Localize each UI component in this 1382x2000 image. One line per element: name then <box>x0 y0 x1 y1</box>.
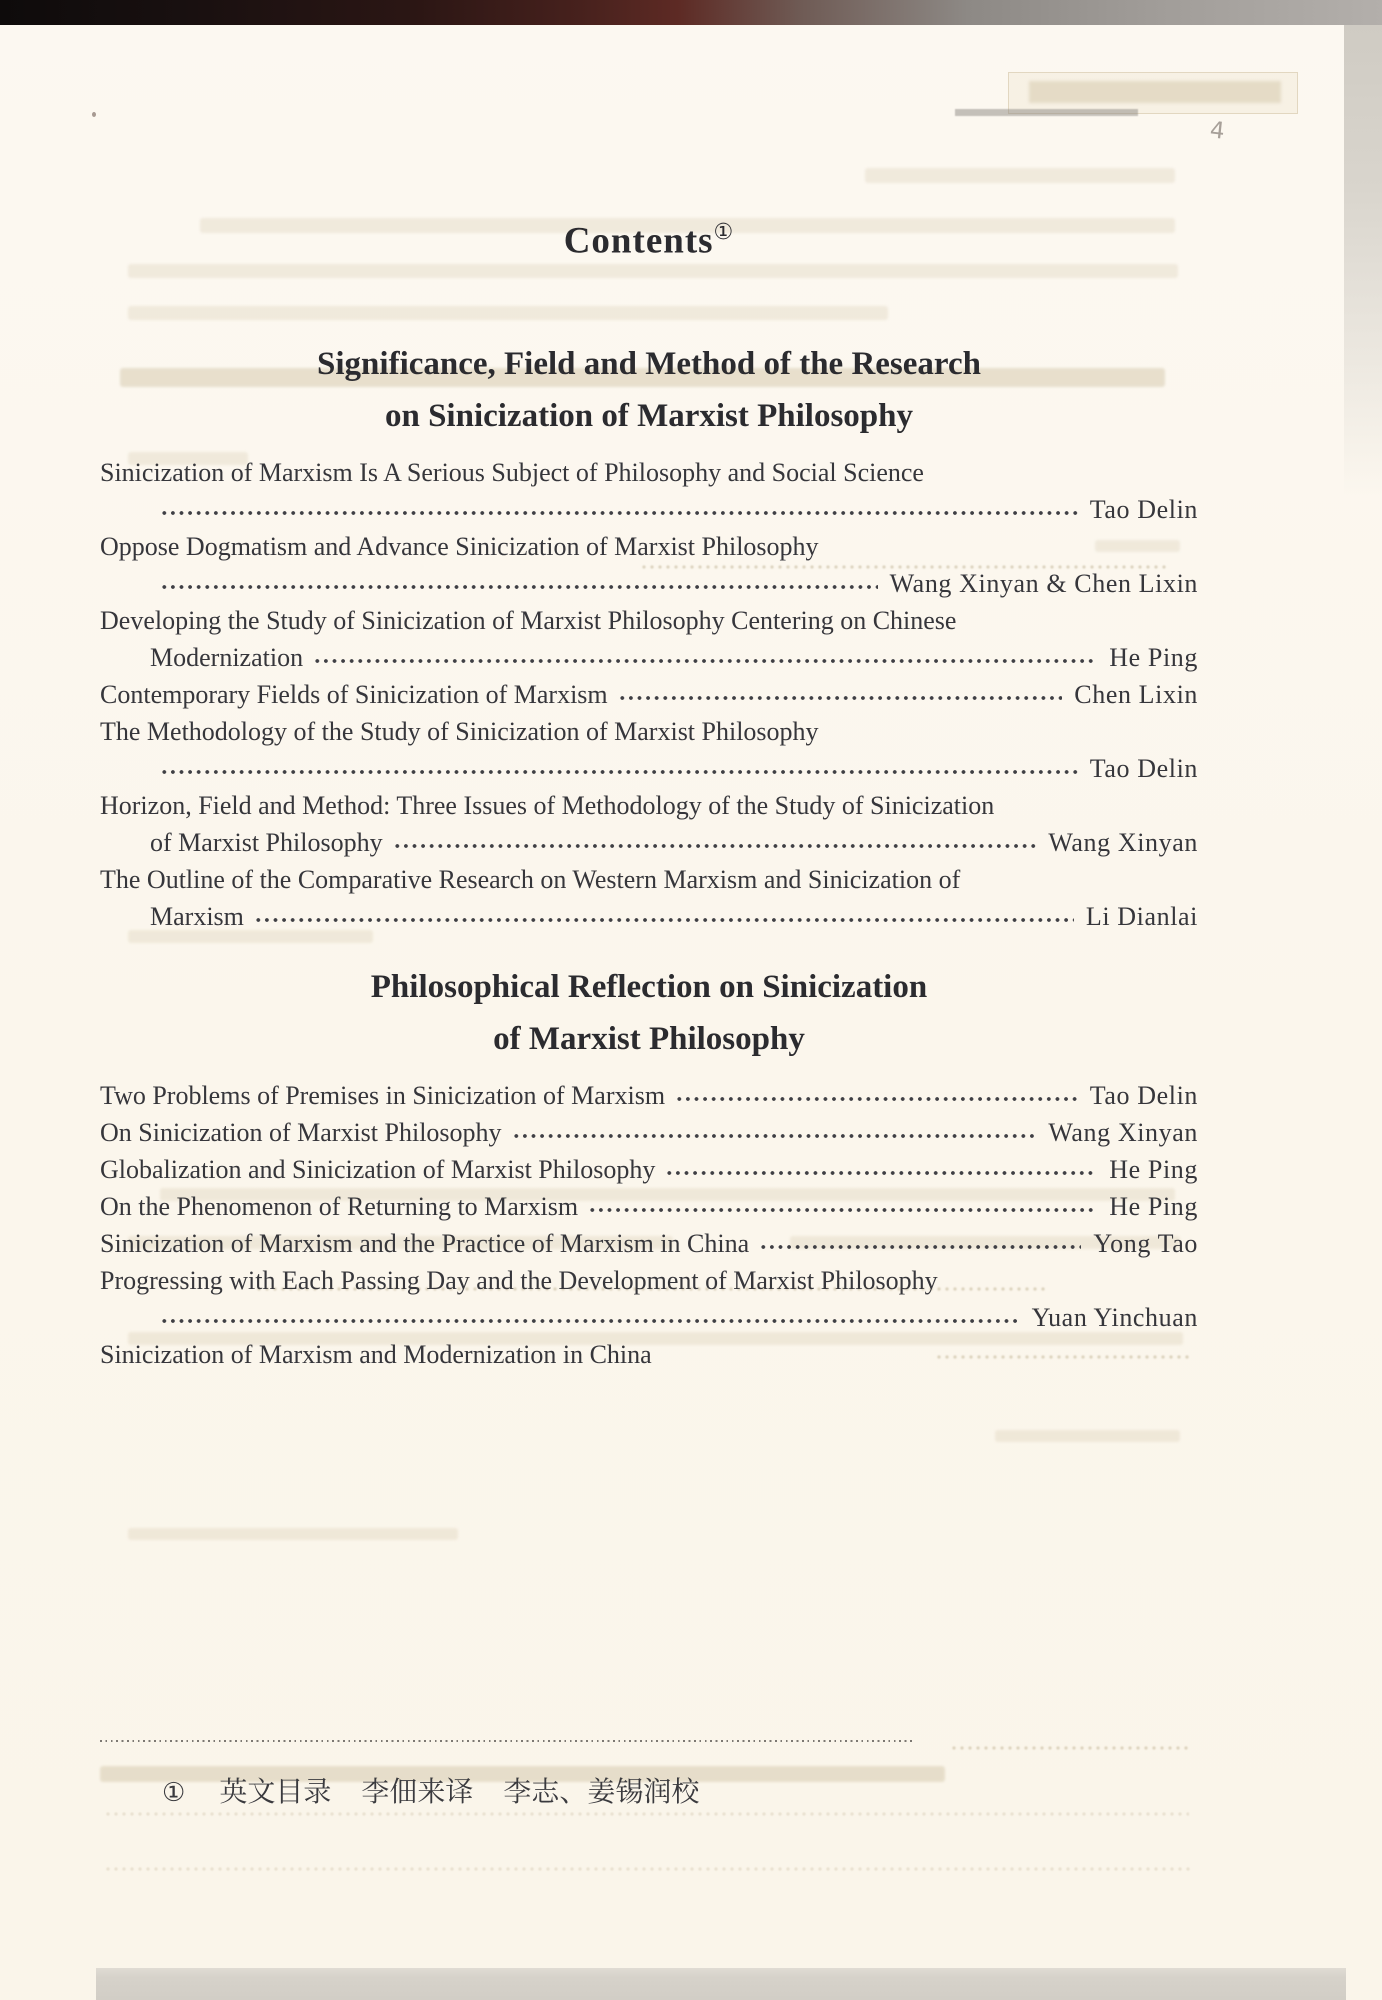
scan-edge-right <box>1344 25 1382 495</box>
footnote-text: 李佃来译 <box>361 1777 474 1808</box>
dot-leader <box>160 766 1078 778</box>
page-title <box>100 210 1198 264</box>
toc-entry-title: Sinicization of Marxism and Modernization in China <box>100 1340 652 1370</box>
bleed-through-header-box <box>1008 72 1298 114</box>
section-heading-line: of Marxist Philosophy <box>493 1021 805 1058</box>
toc-entry-title: Progressing with Each Passing Day and the Development of Marxist Philosophy <box>100 1266 938 1296</box>
toc-entry-author: He Ping <box>1109 643 1198 673</box>
toc-entry-title: Modernization <box>150 643 304 673</box>
toc-line <box>100 1225 1198 1262</box>
toc-line <box>100 1188 1198 1225</box>
toc-entry-title: of Marxist Philosophy <box>150 828 383 858</box>
toc-line <box>100 1262 1198 1299</box>
toc-entry-title: The Outline of the Comparative Research on Western Marxism and Sinicization of <box>100 865 961 895</box>
dot-leader <box>160 581 878 593</box>
dot-leader <box>254 914 1074 926</box>
toc-line <box>100 898 1198 935</box>
dot-leader <box>665 1167 1097 1179</box>
toc-line <box>100 565 1198 602</box>
ink-speck <box>92 112 96 117</box>
toc-entry-title: On Sinicization of Marxist Philosophy <box>100 1118 502 1148</box>
footnote-text: 李志、姜锡润校 <box>503 1777 700 1808</box>
toc-entry-author: Tao Delin <box>1089 1081 1198 1111</box>
scan-edge-top <box>0 0 1382 25</box>
toc-section-1 <box>100 454 1198 935</box>
bleed-through-header-rule <box>955 109 1138 116</box>
section-heading-1 <box>100 338 1198 442</box>
toc-entry-title: On the Phenomenon of Returning to Marxism <box>100 1192 579 1222</box>
title-footnote-mark: ① <box>713 220 735 245</box>
dot-leader <box>160 1315 1020 1327</box>
toc-line <box>100 639 1198 676</box>
toc-entry-title: Contemporary Fields of Sinicization of Marxism <box>100 680 608 710</box>
toc-entry-title: Oppose Dogmatism and Advance Sinicization of Marxist Philosophy <box>100 532 819 562</box>
toc-entry-author: He Ping <box>1109 1155 1198 1185</box>
footnote-text-row <box>100 1770 1198 1810</box>
section-heading-line: on Sinicization of Marxist Philosophy <box>384 398 914 435</box>
dot-leader <box>588 1204 1097 1216</box>
toc-entry-author: Tao Delin <box>1089 495 1198 525</box>
dot-leader <box>313 655 1097 667</box>
toc-entry-title: Sinicization of Marxism and the Practice of Marxism in China <box>100 1229 750 1259</box>
toc-line <box>100 787 1198 824</box>
toc-line <box>100 861 1198 898</box>
section-heading-2 <box>100 961 1198 1065</box>
toc-content <box>100 210 1198 1373</box>
bleed-through-ghost <box>104 1810 1189 1818</box>
bleed-through-ghost <box>995 1430 1180 1442</box>
footnote-rule <box>100 1740 912 1742</box>
dot-leader <box>618 692 1063 704</box>
toc-line <box>100 1077 1198 1114</box>
toc-entry-author: Li Dianlai <box>1085 902 1198 932</box>
next-page-edge <box>96 1968 1346 2000</box>
toc-entry-title: Developing the Study of Sinicization of Marxist Philosophy Centering on Chinese <box>100 606 957 636</box>
toc-line <box>100 713 1198 750</box>
toc-entry-author: Chen Lixin <box>1074 680 1198 710</box>
toc-entry-author: Wang Xinyan <box>1048 1118 1198 1148</box>
footnote-block <box>100 1740 1198 1810</box>
toc-line <box>100 528 1198 565</box>
dot-leader <box>675 1093 1078 1105</box>
toc-entry-title: Two Problems of Premises in Sinicization of Marxism <box>100 1081 666 1111</box>
footnote-mark: ① <box>162 1778 186 1808</box>
bleed-through-ghost <box>865 168 1175 183</box>
section-heading-line: Philosophical Reflection on Sinicization <box>370 969 928 1006</box>
bleed-through-ghost <box>104 1864 1194 1873</box>
toc-line <box>100 824 1198 861</box>
toc-line <box>100 1151 1198 1188</box>
pencil-page-number: 4 <box>1208 117 1226 145</box>
toc-line <box>100 676 1198 713</box>
dot-leader <box>160 507 1078 519</box>
toc-entry-title: Sinicization of Marxism Is A Serious Subject of Philosophy and Social Science <box>100 458 924 488</box>
toc-entry-author: Tao Delin <box>1089 754 1198 784</box>
toc-section-2 <box>100 1077 1198 1373</box>
toc-entry-title: Marxism <box>150 902 244 932</box>
toc-line <box>100 491 1198 528</box>
footnote-text: 英文目录 <box>219 1777 332 1808</box>
dot-leader <box>393 840 1037 852</box>
toc-entry-author: He Ping <box>1109 1192 1198 1222</box>
toc-entry-author: Yong Tao <box>1093 1229 1198 1259</box>
toc-entry-title: Horizon, Field and Method: Three Issues of Methodology of the Study of Sinicization <box>100 791 995 821</box>
bleed-through-ghost <box>128 1528 458 1540</box>
toc-line <box>100 602 1198 639</box>
dot-leader <box>512 1130 1037 1142</box>
toc-line <box>100 1114 1198 1151</box>
toc-line <box>100 1336 1198 1373</box>
page-title-text: Contents <box>563 220 714 262</box>
toc-line <box>100 750 1198 787</box>
toc-entry-title: Globalization and Sinicization of Marxist Philosophy <box>100 1155 656 1185</box>
toc-entry-author: Wang Xinyan & Chen Lixin <box>889 569 1198 599</box>
toc-entry-author: Wang Xinyan <box>1048 828 1198 858</box>
section-heading-line: Significance, Field and Method of the Research <box>317 346 981 383</box>
toc-line <box>100 454 1198 491</box>
toc-entry-title: The Methodology of the Study of Sinicization of Marxist Philosophy <box>100 717 819 747</box>
dot-leader <box>759 1241 1081 1253</box>
toc-entry-author: Yuan Yinchuan <box>1031 1303 1198 1333</box>
toc-line <box>100 1299 1198 1336</box>
